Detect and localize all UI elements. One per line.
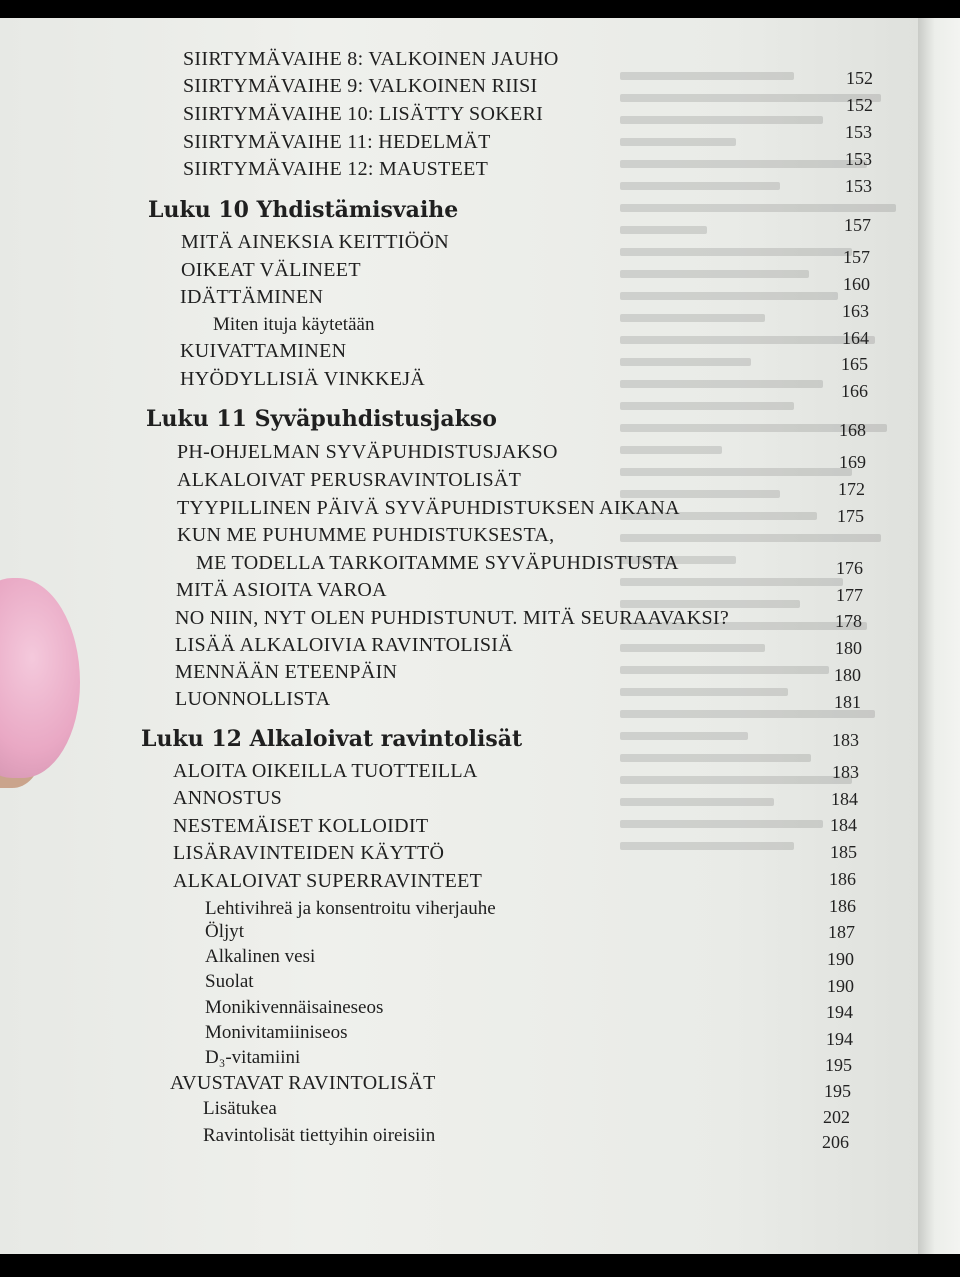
page-number: 160 [843,274,870,294]
toc-entry: OIKEAT VÄLINEET [181,259,361,281]
page-number: 153 [845,122,872,142]
toc-entry: IDÄTTÄMINEN [180,286,324,308]
page-number: 184 [830,815,857,835]
page-number: 183 [832,730,859,750]
page-number: 183 [832,762,859,782]
toc-subentry: Miten ituja käytetään [213,314,375,335]
page-number: 166 [841,381,868,401]
page-number: 176 [836,558,863,578]
book-page [0,18,918,1254]
toc-entry: SIIRTYMÄVAIHE 11: HEDELMÄT [183,131,491,153]
page-number: 186 [829,869,856,889]
page-number: 178 [835,611,862,631]
toc-entry: AVUSTAVAT RAVINTOLISÄT [170,1072,436,1094]
page-number: 190 [827,949,854,969]
chapter-heading: Luku 11 Syväpuhdistusjakso [146,406,497,432]
toc-subentry: Monikivennäisaineseos [205,997,384,1018]
page-number: 202 [823,1107,850,1127]
toc-entry: KUIVATTAMINEN [180,340,347,362]
page-number: 206 [822,1132,849,1152]
toc-entry: MENNÄÄN ETEENPÄIN [175,661,398,683]
page-number: 165 [841,354,868,374]
toc-subentry: Suolat [205,971,254,992]
page-number: 181 [834,692,861,712]
page-number: 195 [825,1055,852,1075]
toc-entry: ANNOSTUS [173,787,283,809]
toc-entry: MITÄ ASIOITA VAROA [176,579,387,601]
toc-entry: SIIRTYMÄVAIHE 8: VALKOINEN JAUHO [183,48,559,70]
page-number: 180 [835,638,862,658]
fingernail [0,578,80,778]
page-number: 157 [844,215,871,235]
toc-entry: KUN ME PUHUMME PUHDISTUKSESTA, [177,524,555,546]
toc-entry: SIIRTYMÄVAIHE 12: MAUSTEET [183,158,489,180]
toc-entry: ME TODELLA TARKOITAMME SYVÄPUHDISTUSTA [196,552,679,574]
page-edge [918,18,960,1254]
toc-entry: SIIRTYMÄVAIHE 10: LISÄTTY SOKERI [183,103,544,125]
page-number: 163 [842,301,869,321]
page-number: 172 [838,479,865,499]
page-number: 152 [846,95,873,115]
page-number: 164 [842,328,869,348]
page-number: 157 [843,247,870,267]
page-number: 195 [824,1081,851,1101]
page-number: 186 [829,896,856,916]
page-number: 168 [839,420,866,440]
toc-entry: SIIRTYMÄVAIHE 9: VALKOINEN RIISI [183,75,538,97]
page-number: 194 [826,1029,853,1049]
toc-entry: PH-OHJELMAN SYVÄPUHDISTUSJAKSO [177,441,558,463]
toc-entry: ALKALOIVAT PERUSRAVINTOLISÄT [177,469,522,491]
toc-subentry: Alkalinen vesi [205,946,316,967]
page-number: 180 [834,665,861,685]
page-number: 187 [828,922,855,942]
toc-subentry: D₃-vitamiini [205,1047,301,1068]
toc-entry: NESTEMÄISET KOLLOIDIT [173,815,429,837]
toc-subentry: Lehtivihreä ja konsentroitu viherjauhe [205,898,496,919]
page-number: 190 [827,976,854,996]
toc-entry: ALKALOIVAT SUPERRAVINTEET [173,870,483,892]
toc-entry: MITÄ AINEKSIA KEITTIÖÖN [181,231,449,253]
toc-entry: LISÄRAVINTEIDEN KÄYTTÖ [173,842,445,864]
toc-entry: LUONNOLLISTA [175,688,331,710]
page-number: 185 [830,842,857,862]
page-number: 152 [846,68,873,88]
toc-subentry: Ravintolisät tiettyihin oireisiin [203,1125,436,1146]
toc-entry: HYÖDYLLISIÄ VINKKEJÄ [180,368,426,390]
toc-subentry: Lisätukea [203,1098,277,1119]
page-number: 153 [845,176,872,196]
toc-entry: NO NIIN, NYT OLEN PUHDISTUNUT. MITÄ SEURAAVAKSI? [175,607,730,629]
toc-entry: TYYPILLINEN PÄIVÄ SYVÄPUHDISTUKSEN AIKANA [177,497,680,519]
toc-entry: LISÄÄ ALKALOIVIA RAVINTOLISIÄ [175,634,513,656]
page-number: 194 [826,1002,853,1022]
page-number: 177 [836,585,863,605]
page-number: 184 [831,789,858,809]
toc-subentry: Öljyt [205,921,245,942]
chapter-heading: Luku 12 Alkaloivat ravintolisät [141,726,523,752]
page-number: 153 [845,149,872,169]
toc-subentry: Monivitamiiniseos [205,1022,348,1043]
chapter-heading: Luku 10 Yhdistämisvaihe [148,197,459,223]
toc-entry: ALOITA OIKEILLA TUOTTEILLA [173,760,478,782]
page-number: 175 [837,506,864,526]
page-number: 169 [839,452,866,472]
